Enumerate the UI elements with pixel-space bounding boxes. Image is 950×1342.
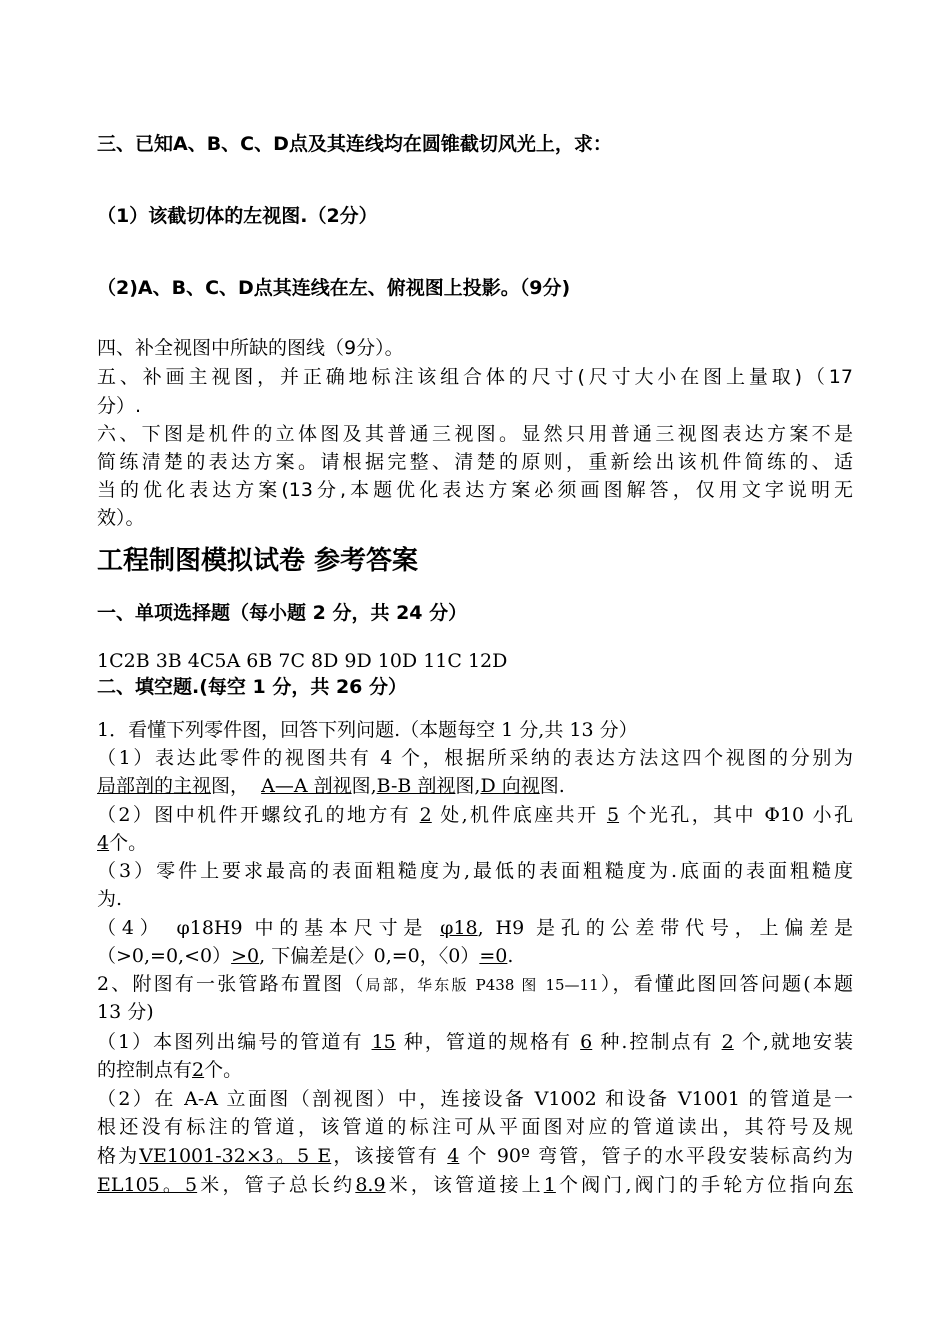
section6-line3: 当的优化表达方案(13分,本题优化表达方案必须画图解答，仅用文字说明无 bbox=[97, 479, 853, 501]
answer-blank: 6 bbox=[580, 1031, 593, 1053]
answer-blank: 4 bbox=[447, 1145, 460, 1167]
section4-text: 四、补全视图中所缺的图线（9分）。 bbox=[97, 337, 404, 359]
q2-sub1-line1: （1）本图列出编号的管道有 15 种，管道的规格有 6 种.控制点有 2 个,就地安装 bbox=[97, 1031, 854, 1053]
q2-sub2-line3: 格为VE1001-32×3。5 E，该接管有 4 个 90º 弯管，管子的水平段安装标高约为 bbox=[97, 1145, 853, 1167]
q1-sub3-line2: 为. bbox=[97, 888, 123, 910]
answer-blank: 15 bbox=[371, 1031, 396, 1053]
q1-sub4-line1: （4） φ18H9 中的基本尺寸是 φ18, H9 是孔的公差带代号，上偏差是 bbox=[97, 917, 854, 939]
answer-blank: 4 bbox=[97, 832, 110, 854]
q2-sub2-line4: EL105。5米，管子总长约8.9米，该管道接上1个阀门,阀门的手轮方位指向东 bbox=[97, 1174, 853, 1196]
answer-blank: D 向视 bbox=[480, 775, 540, 797]
q1-sub2-line2: 4个。 bbox=[97, 832, 148, 854]
section5-line1: 五、补画主视图，并正确地标注该组合体的尺寸(尺寸大小在图上量取)（17 bbox=[97, 366, 853, 388]
section3-heading: 三、已知A、B、C、D点及其连线均在圆锥截切风光上，求： bbox=[97, 133, 612, 155]
answer-blank: =0 bbox=[479, 945, 508, 967]
answer-blank: 东 bbox=[833, 1174, 853, 1196]
part1-heading: 一、单项选择题（每小题 2 分，共 24 分） bbox=[97, 602, 468, 624]
q2-intro-line2: 13 分) bbox=[97, 1001, 154, 1023]
section5-line2: 分）. bbox=[97, 395, 142, 417]
section6-line4: 效）。 bbox=[97, 507, 145, 529]
q2-sub1-line2: 的控制点有2个。 bbox=[97, 1059, 243, 1081]
section3-item1: （1）该截切体的左视图.（2分） bbox=[97, 205, 378, 227]
q1-sub3-line1: （3）零件上要求最高的表面粗糙度为,最低的表面粗糙度为.底面的表面粗糙度 bbox=[97, 860, 853, 882]
answer-blank: VE1001-32×3。5 E bbox=[139, 1145, 332, 1167]
answer-blank: 5 bbox=[606, 804, 620, 826]
answer-blank: 8.9 bbox=[355, 1174, 386, 1196]
q2-intro-line1: 2、附图有一张管路布置图（局部，华东版 P438 图 15—11），看懂此图回答问题(本题 bbox=[97, 973, 854, 995]
q1-sub1-line1: （1）表达此零件的视图共有 4 个，根据所采纳的表达方法这四个视图的分别为 bbox=[97, 747, 853, 769]
answer-blank: B-B 剖视 bbox=[376, 775, 456, 797]
q2-sub2-line2: 根还没有标注的管道，该管道的标注可从平面图对应的管道读出，其符号及规 bbox=[97, 1116, 853, 1138]
answer-blank: φ18 bbox=[440, 917, 478, 939]
q1-intro: 1．看懂下列零件图，回答下列问题.（本题每空 1 分,共 13 分） bbox=[97, 719, 638, 741]
answer-blank: 2 bbox=[419, 804, 432, 826]
answer-blank: 局部剖的主视 bbox=[97, 775, 212, 797]
section6-line2: 简练清楚的表达方案。请根据完整、清楚的原则，重新绘出该机件简练的、适 bbox=[97, 451, 853, 473]
answer-blank: A—A 剖视 bbox=[261, 775, 352, 797]
answer-blank: 1 bbox=[543, 1174, 556, 1196]
part1-answers: 1C2B 3B 4C5A 6B 7C 8D 9D 10D 11C 12D bbox=[97, 650, 508, 672]
answer-blank: 2 bbox=[721, 1031, 734, 1053]
q1-sub2-line1: （2）图中机件开螺纹孔的地方有 2 处,机件底座共开 5 个光孔，其中 Φ10 小孔 bbox=[97, 804, 853, 826]
answer-blank: EL105。5 bbox=[97, 1174, 198, 1196]
answers-title: 工程制图模拟试卷 参考答案 bbox=[97, 546, 419, 576]
q1-sub1-line2: 局部剖的主视图， A—A 剖视图,B-B 剖视图,D 向视图. bbox=[97, 775, 565, 797]
answer-blank: >0 bbox=[231, 945, 260, 967]
q2-sub2-line1: （2）在 A-A 立面图（剖视图）中，连接设备 V1002 和设备 V1001 的管道是一 bbox=[97, 1088, 853, 1110]
part2-heading: 二、填空题.(每空 1 分，共 26 分） bbox=[97, 676, 408, 698]
section3-item2: （2)A、B、C、D点其连线在左、俯视图上投影。（9分) bbox=[97, 277, 571, 299]
q1-sub4-line2: （>0,=0,<0）>0, 下偏差是(〉0,=0，〈0）=0. bbox=[97, 945, 514, 967]
section6-line1: 六、下图是机件的立体图及其普通三视图。显然只用普通三视图表达方案不是 bbox=[97, 423, 853, 445]
answer-blank: 2 bbox=[192, 1059, 205, 1081]
